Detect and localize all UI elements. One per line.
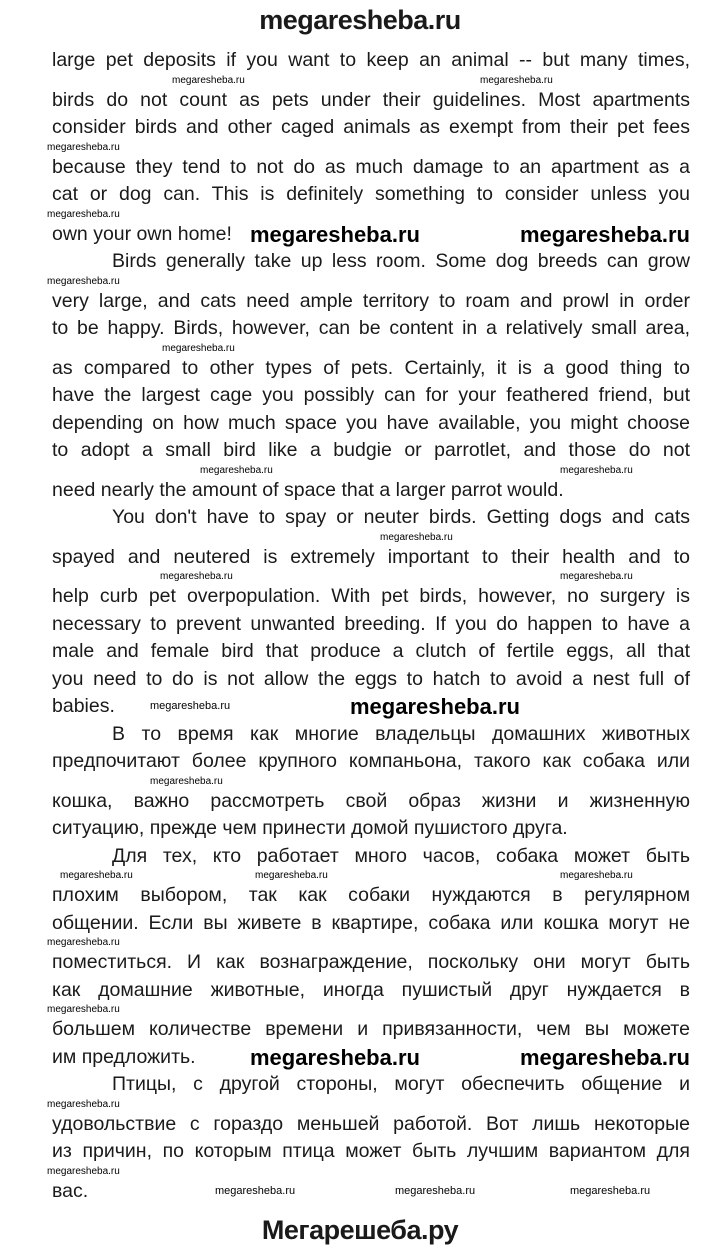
watermark-link[interactable]: megaresheba.ru [47, 1098, 120, 1110]
text-line [52, 949, 690, 977]
text-line-content: удовольствие с гораздо меньшей работой. Вот лишь некоторые [52, 1112, 690, 1135]
watermark-row [52, 870, 690, 882]
watermark-link[interactable]: megaresheba.ru [47, 937, 120, 948]
text-line-content: поместиться. И как вознаграждение, поскольку они могут быть [52, 951, 690, 973]
watermark-link[interactable]: megaresheba.ru [172, 74, 245, 86]
document-body [47, 47, 690, 1205]
text-line [52, 544, 690, 572]
text-line [52, 355, 690, 383]
paragraph [47, 47, 690, 248]
text-line [52, 748, 690, 776]
text-line-content: own your own home! [52, 222, 232, 245]
text-line-content: birds do not count as pets under their guidelines. Most apartments [52, 88, 690, 111]
text-line [52, 1044, 690, 1072]
watermark-row [52, 776, 690, 788]
watermark-link[interactable]: megaresheba.ru [47, 141, 120, 153]
text-line-content: spayed and neutered is extremely important to their health and to [52, 545, 690, 568]
text-line-content: as compared to other types of pets. Certainly, it is a good thing to [52, 356, 690, 379]
text-line [52, 611, 690, 639]
watermark-link[interactable]: megaresheba.ru [560, 571, 633, 582]
watermark-link[interactable]: megaresheba.ru [47, 275, 120, 287]
text-line-content: because they tend to not do as much damage to an apartment as a [52, 155, 690, 178]
text-line-content: В то время как многие владельцы домашних животных [112, 722, 690, 745]
text-line [52, 666, 690, 694]
text-line-content: им предложить. [52, 1045, 196, 1068]
site-footer-title[interactable]: Мегарешеба.ру [261, 1215, 459, 1245]
watermark-row [47, 141, 690, 154]
text-line [52, 788, 690, 816]
text-line-content: You don't have to spay or neuter birds. Getting dogs and cats [112, 506, 690, 528]
text-line-content: need nearly the amount of space that a larger parrot would. [52, 478, 564, 501]
text-line [52, 181, 690, 209]
site-header-title[interactable]: megaresheba.ru [259, 5, 461, 35]
watermark-row [47, 937, 690, 949]
watermark-link[interactable]: megaresheba.ru [560, 870, 633, 881]
text-line [52, 382, 690, 410]
watermark-link[interactable]: megaresheba.ru [480, 74, 553, 86]
text-line [52, 1111, 690, 1139]
watermark-row [52, 343, 690, 355]
watermark-link[interactable]: megaresheba.ru [560, 464, 633, 476]
text-line [52, 1071, 690, 1099]
text-line-content: плохим выбором, так как собаки нуждаются в регулярном [52, 884, 690, 906]
watermark-link[interactable]: megaresheba.ru [200, 464, 273, 476]
text-line-content: как домашние животные, иногда пушистый друг нуждается в [52, 978, 690, 1001]
text-line [52, 221, 690, 249]
watermark-link[interactable]: megaresheba.ru [47, 208, 120, 220]
watermark-link[interactable]: megaresheba.ru [162, 342, 235, 354]
text-line [52, 477, 690, 505]
paragraph [47, 843, 690, 1072]
text-line-content: Птицы, с другой стороны, могут обеспечить общение и [112, 1073, 690, 1095]
watermark-row [47, 1004, 690, 1016]
text-line-content: из причин, по которым птица может быть лучшим вариантом для [52, 1140, 690, 1162]
watermark-link[interactable]: megaresheba.ru [60, 870, 133, 881]
text-line-content: кошка, важно рассмотреть свой образ жизни и жизненную [52, 789, 690, 812]
text-line-content: have the largest cage you possibly can for your feathered friend, but [52, 384, 690, 406]
text-line [52, 815, 690, 843]
text-line [52, 638, 690, 666]
text-line [52, 843, 690, 871]
text-line [52, 410, 690, 438]
watermark-link[interactable]: megaresheba.ru [47, 1004, 120, 1015]
text-line-content: Для тех, кто работает много часов, собака может быть [112, 844, 690, 867]
watermark-link[interactable]: megaresheba.ru [350, 694, 520, 719]
text-line [52, 315, 690, 343]
text-line-content: male and female bird that produce a clutch of fertile eggs, all that [52, 640, 690, 662]
watermark-link[interactable]: megaresheba.ru [520, 221, 690, 247]
text-line-content: Birds generally take up less room. Some dog breeds can grow [112, 250, 690, 272]
paragraph [47, 248, 690, 504]
text-line-content: babies. [52, 695, 115, 717]
watermark-link[interactable]: megaresheba.ru [160, 571, 233, 582]
text-line [52, 248, 690, 276]
text-line-content: very large, and cats need ample territory to roam and prowl in order [52, 289, 690, 312]
paragraph [52, 721, 690, 843]
watermark-link[interactable]: megaresheba.ru [150, 775, 223, 787]
text-line [52, 1016, 690, 1044]
text-line-content: large pet deposits if you want to keep an animal -- but many times, [52, 49, 690, 71]
watermark-link[interactable]: megaresheba.ru [250, 1044, 420, 1070]
text-line [52, 882, 690, 910]
text-line-content: necessary to prevent unwanted breeding. If you do happen to have a [52, 612, 690, 635]
text-line-content: you need to do is not allow the eggs to hatch to avoid a nest full of [52, 667, 690, 690]
watermark-link[interactable]: megaresheba.ru [255, 870, 328, 881]
text-line [52, 504, 690, 532]
watermark-row [52, 465, 690, 477]
text-line [52, 910, 690, 938]
text-line-content: to be happy. Birds, however, can be content in a relatively small area, [52, 317, 690, 339]
watermark-link[interactable]: megaresheba.ru [215, 1184, 296, 1197]
text-line-content: to adopt a small bird like a budgie or parrotlet, and those do not [52, 439, 690, 461]
text-line [52, 47, 690, 75]
text-line-content: общении. Если вы живете в квартире, собака или кошка могут не [52, 911, 690, 934]
text-line [52, 721, 690, 749]
text-line-content: ситуацию, прежде чем принести домой пушистого друга. [52, 817, 568, 839]
text-line [52, 154, 690, 182]
paragraph [47, 1071, 690, 1205]
watermark-row [52, 532, 690, 544]
text-line [52, 977, 690, 1005]
watermark-row [47, 208, 690, 221]
watermark-row [47, 1098, 690, 1111]
watermark-link[interactable]: megaresheba.ru [520, 1044, 690, 1070]
watermark-row [52, 75, 690, 87]
watermark-link[interactable]: megaresheba.ru [250, 221, 420, 247]
watermark-link[interactable]: megaresheba.ru [47, 1165, 120, 1177]
text-line [52, 583, 690, 611]
text-line [52, 437, 690, 465]
watermark-row [52, 571, 690, 583]
watermark-link[interactable]: megaresheba.ru [395, 1184, 476, 1197]
text-line [52, 1178, 690, 1206]
text-line-content: depending on how much space you have available, you might choose [52, 411, 690, 434]
watermark-row [47, 1165, 690, 1178]
watermark-row [47, 275, 690, 288]
paragraph [52, 504, 690, 721]
text-line-content: предпочитают более крупного компаньона, такого как собака или [52, 750, 690, 772]
text-line [52, 693, 690, 721]
text-line-content: consider birds and other caged animals as exempt from their pet fees [52, 116, 690, 138]
text-line-content: help curb pet overpopulation. With pet birds, however, no surgery is [52, 585, 690, 607]
watermark-link[interactable]: megaresheba.ru [150, 700, 231, 712]
text-line-content: вас. [52, 1179, 89, 1202]
watermark-link[interactable]: megaresheba.ru [380, 531, 453, 543]
text-line [52, 1138, 690, 1166]
text-line [52, 288, 690, 316]
watermark-link[interactable]: megaresheba.ru [570, 1184, 651, 1197]
text-line-content: cat or dog can. This is definitely something to consider unless you [52, 183, 690, 205]
text-line [52, 87, 690, 115]
text-line [52, 114, 690, 142]
text-line-content: большем количестве времени и привязанности, чем вы можете [52, 1018, 690, 1040]
